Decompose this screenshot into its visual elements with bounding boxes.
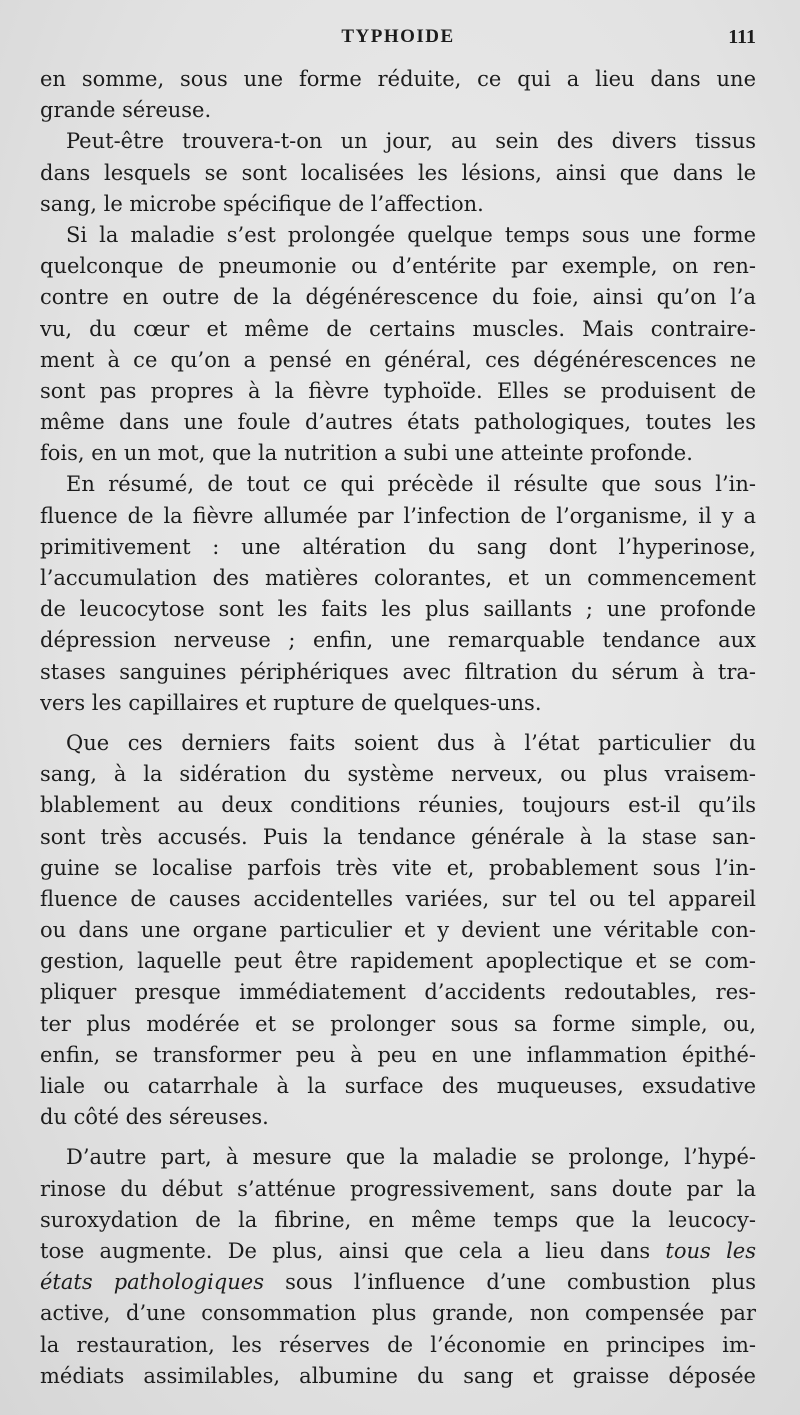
paragraph xyxy=(40,469,756,719)
text-line: l’accumulation des matières colorantes, et un commencement xyxy=(40,566,756,590)
text-line: rinose du début s’atténue progressivement, sans doute par la xyxy=(40,1176,756,1201)
text-line: primitivement : une altération du sang dont l’hyperinose, xyxy=(40,534,756,559)
italic-text: tous les xyxy=(665,1238,756,1263)
text-line: fois, en un mot, que la nutrition a subi une atteinte profonde. xyxy=(40,441,693,466)
text-line: stases sanguines périphériques avec filtration du sérum à tra- xyxy=(40,659,756,684)
text-line: sont pas propres à la fièvre typhoïde. Elles se produisent de xyxy=(40,378,756,403)
text-line: Si la maladie s’est prolongée quelque temps sous une forme xyxy=(66,222,756,247)
text-line: contre en outre de la dégénérescence du foie, ainsi qu’on l’a xyxy=(40,285,756,310)
text-line: guine se localise parfois très vite et, probablement sous l’in- xyxy=(40,855,756,880)
text-line: dans lesquels se sont localisées les lésions, ainsi que dans le xyxy=(40,160,756,185)
body-text xyxy=(40,64,756,1392)
paragraph xyxy=(40,220,756,470)
paragraph xyxy=(40,1142,756,1392)
text-line: D’autre part, à mesure que la maladie se prolonge, l’hypé- xyxy=(66,1145,756,1170)
text-line: même dans une foule d’autres états pathologiques, toutes les xyxy=(40,410,756,435)
text-line: dépression nerveuse ; enfin, une remarquable tendance aux xyxy=(40,628,756,653)
text-line: fluence de la fièvre allumée par l’infection de l’organisme, il y a xyxy=(40,503,756,528)
text-line: ter plus modérée et se prolonger sous sa forme simple, ou, xyxy=(40,1011,756,1036)
text-line: Peut-être trouvera-t-on un jour, au sein des divers tissus xyxy=(66,129,756,154)
text-line: du côté des séreuses. xyxy=(40,1105,269,1130)
text-run: tose augmente. De plus, ainsi que cela a lieu dans xyxy=(40,1238,666,1263)
paragraph xyxy=(40,728,756,1133)
text-line: grande séreuse. xyxy=(40,98,212,123)
paragraph xyxy=(40,126,756,220)
text-line: la restauration, les réserves de l’économie en principes im- xyxy=(40,1332,756,1357)
text-line: blablement au deux conditions réunies, toujours est-il qu’ils xyxy=(40,793,756,818)
running-title: TYPHOIDE xyxy=(341,26,455,47)
text-run: sous l’influence d’une combustion plus xyxy=(263,1270,756,1295)
page-number: 111 xyxy=(728,26,756,48)
paragraph xyxy=(40,64,756,126)
text-line: liale ou catarrhale à la surface des muqueuses, exsudative xyxy=(40,1074,756,1098)
text-line: ment à ce qu’on a pensé en général, ces dégénérescences ne xyxy=(40,347,756,372)
text-line: ou dans une organe particulier et y devient une véritable con- xyxy=(40,918,756,943)
text-line: fluence de causes accidentelles variées, sur tel ou tel appareil xyxy=(40,886,756,911)
text-line: en somme, sous une forme réduite, ce qui a lieu dans une xyxy=(40,67,756,91)
text-line: quelconque de pneumonie ou d’entérite par exemple, on ren- xyxy=(40,254,756,279)
italic-text: états pathologiques xyxy=(40,1270,264,1295)
text-line: En résumé, de tout ce qui précède il résulte que sous l’in- xyxy=(66,472,756,497)
text-line: vers les capillaires et rupture de quelques-uns. xyxy=(40,690,542,715)
text-line: sont très accusés. Puis la tendance générale à la stase san- xyxy=(40,824,756,849)
text-line: pliquer presque immédiatement d’accidents redoutables, res- xyxy=(40,980,756,1005)
text-line: médiats assimilables, albumine du sang et graisse déposée xyxy=(40,1363,756,1388)
text-line xyxy=(40,1236,756,1267)
text-line: Que ces derniers faits soient dus à l’état particulier du xyxy=(66,730,756,755)
text-line: sang, à la sidération du système nerveux, ou plus vraisem- xyxy=(40,762,756,787)
text-line xyxy=(40,1267,756,1298)
text-line: active, d’une consommation plus grande, non compensée par xyxy=(40,1301,756,1326)
text-line: gestion, laquelle peut être rapidement apoplectique et se com- xyxy=(40,949,756,974)
text-line: sang, le microbe spécifique de l’affection. xyxy=(40,191,484,216)
text-line: suroxydation de la fibrine, en même temps que la leucocy- xyxy=(40,1207,756,1232)
text-line: de leucocytose sont les faits les plus saillants ; une profonde xyxy=(40,597,756,622)
text-line: vu, du cœur et même de certains muscles. Mais contraire- xyxy=(40,316,756,341)
page-header xyxy=(40,26,756,52)
text-line: enfin, se transformer peu à peu en une inflammation épithé- xyxy=(40,1042,756,1067)
